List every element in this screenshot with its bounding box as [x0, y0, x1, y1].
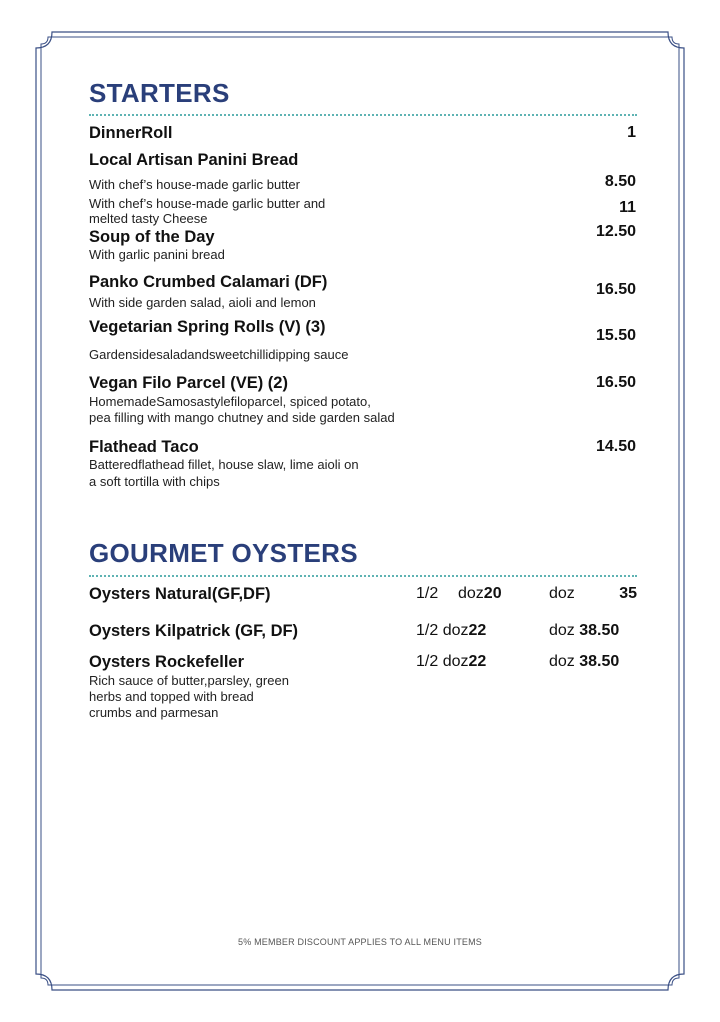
oyster-half-label-kilpatrick: 1/2 doz: [416, 622, 469, 639]
oyster-doz-label-rockefeller: doz: [549, 653, 575, 670]
item-price-dinner-roll: 1: [627, 124, 636, 141]
item-desc-panini-cheese-line2: melted tasty Cheese: [89, 211, 208, 226]
item-price-panini-cheese: 11: [619, 199, 636, 216]
item-name-panini-bread: Local Artisan Panini Bread: [89, 151, 299, 169]
item-price-flathead-taco: 14.50: [595, 438, 636, 455]
oyster-name-kilpatrick: Oysters Kilpatrick (GF, DF): [89, 622, 299, 640]
starters-divider: [89, 114, 637, 116]
oyster-doz-label-kilpatrick: doz: [549, 622, 575, 639]
item-price-spring-rolls: 15.50: [595, 327, 636, 344]
oyster-half-value-rockefeller: 22: [468, 653, 487, 670]
oyster-half-price-rockefeller: [416, 652, 486, 672]
member-discount-footer: 5% MEMBER DISCOUNT APPLIES TO ALL MENU ITEMS: [237, 937, 483, 947]
item-name-soup: Soup of the Day: [89, 228, 215, 246]
oyster-half-label-natural: 1/2: [416, 585, 439, 602]
item-desc-taco-line1: Batteredflathead fillet, house slaw, lime aioli on: [89, 457, 359, 472]
item-price-filo-parcel: 16.50: [595, 374, 636, 391]
item-desc-panini-cheese-line1: With chef’s house-made garlic butter and: [89, 196, 326, 211]
oyster-desc-rockefeller-line1: Rich sauce of butter,parsley, green: [89, 673, 289, 688]
item-desc-soup: With garlic panini bread: [89, 247, 225, 262]
starters-heading: STARTERS: [89, 78, 230, 108]
oyster-name-rockefeller: Oysters Rockefeller: [89, 653, 245, 671]
oyster-half-price-kilpatrick: [416, 621, 486, 641]
oyster-doz-price-rockefeller: [549, 652, 619, 672]
oyster-half-value-kilpatrick: 22: [468, 622, 487, 639]
item-desc-filo-line2: pea filling with mango chutney and side garden salad: [89, 410, 395, 425]
oysters-divider: [89, 575, 637, 577]
item-desc-taco-line2: a soft tortilla with chips: [89, 474, 220, 489]
item-price-calamari: 16.50: [595, 281, 636, 298]
oyster-doz-value-kilpatrick: 38.50: [579, 622, 620, 639]
oysters-heading: GOURMET OYSTERS: [89, 538, 358, 568]
oyster-name-natural: Oysters Natural(GF,DF): [89, 585, 271, 603]
oyster-desc-rockefeller-line2: herbs and topped with bread: [89, 689, 254, 704]
oyster-half-label-rockefeller: 1/2 doz: [416, 653, 469, 670]
item-desc-spring-rolls: Gardensidesaladandsweetchillidipping sauce: [89, 347, 349, 362]
oyster-doz-price-natural: 35: [619, 585, 637, 602]
oyster-desc-rockefeller-line3: crumbs and parmesan: [89, 705, 219, 720]
oyster-doz-price-kilpatrick: [549, 621, 619, 641]
item-name-dinner-roll: DinnerRoll: [89, 124, 173, 142]
item-name-calamari: Panko Crumbed Calamari (DF): [89, 273, 328, 291]
item-name-spring-rolls: Vegetarian Spring Rolls (V) (3): [89, 318, 326, 336]
item-desc-panini-garlic: With chef’s house-made garlic butter: [89, 177, 300, 192]
oyster-doz-value-rockefeller: 38.50: [579, 653, 620, 670]
oyster-half-value-natural: 20: [483, 585, 502, 602]
oyster-half-unit-natural: doz: [458, 585, 484, 602]
item-price-soup: 12.50: [595, 223, 636, 240]
item-desc-filo-line1: HomemadeSamosastylefiloparcel, spiced potato,: [89, 394, 371, 409]
item-name-filo-parcel: Vegan Filo Parcel (VE) (2): [89, 374, 288, 392]
item-price-panini-garlic: 8.50: [604, 173, 636, 190]
oyster-doz-label-natural: doz: [549, 585, 575, 602]
item-name-flathead-taco: Flathead Taco: [89, 438, 199, 456]
oyster-half-price-natural: [458, 584, 502, 604]
item-desc-calamari: With side garden salad, aioli and lemon: [89, 295, 316, 310]
